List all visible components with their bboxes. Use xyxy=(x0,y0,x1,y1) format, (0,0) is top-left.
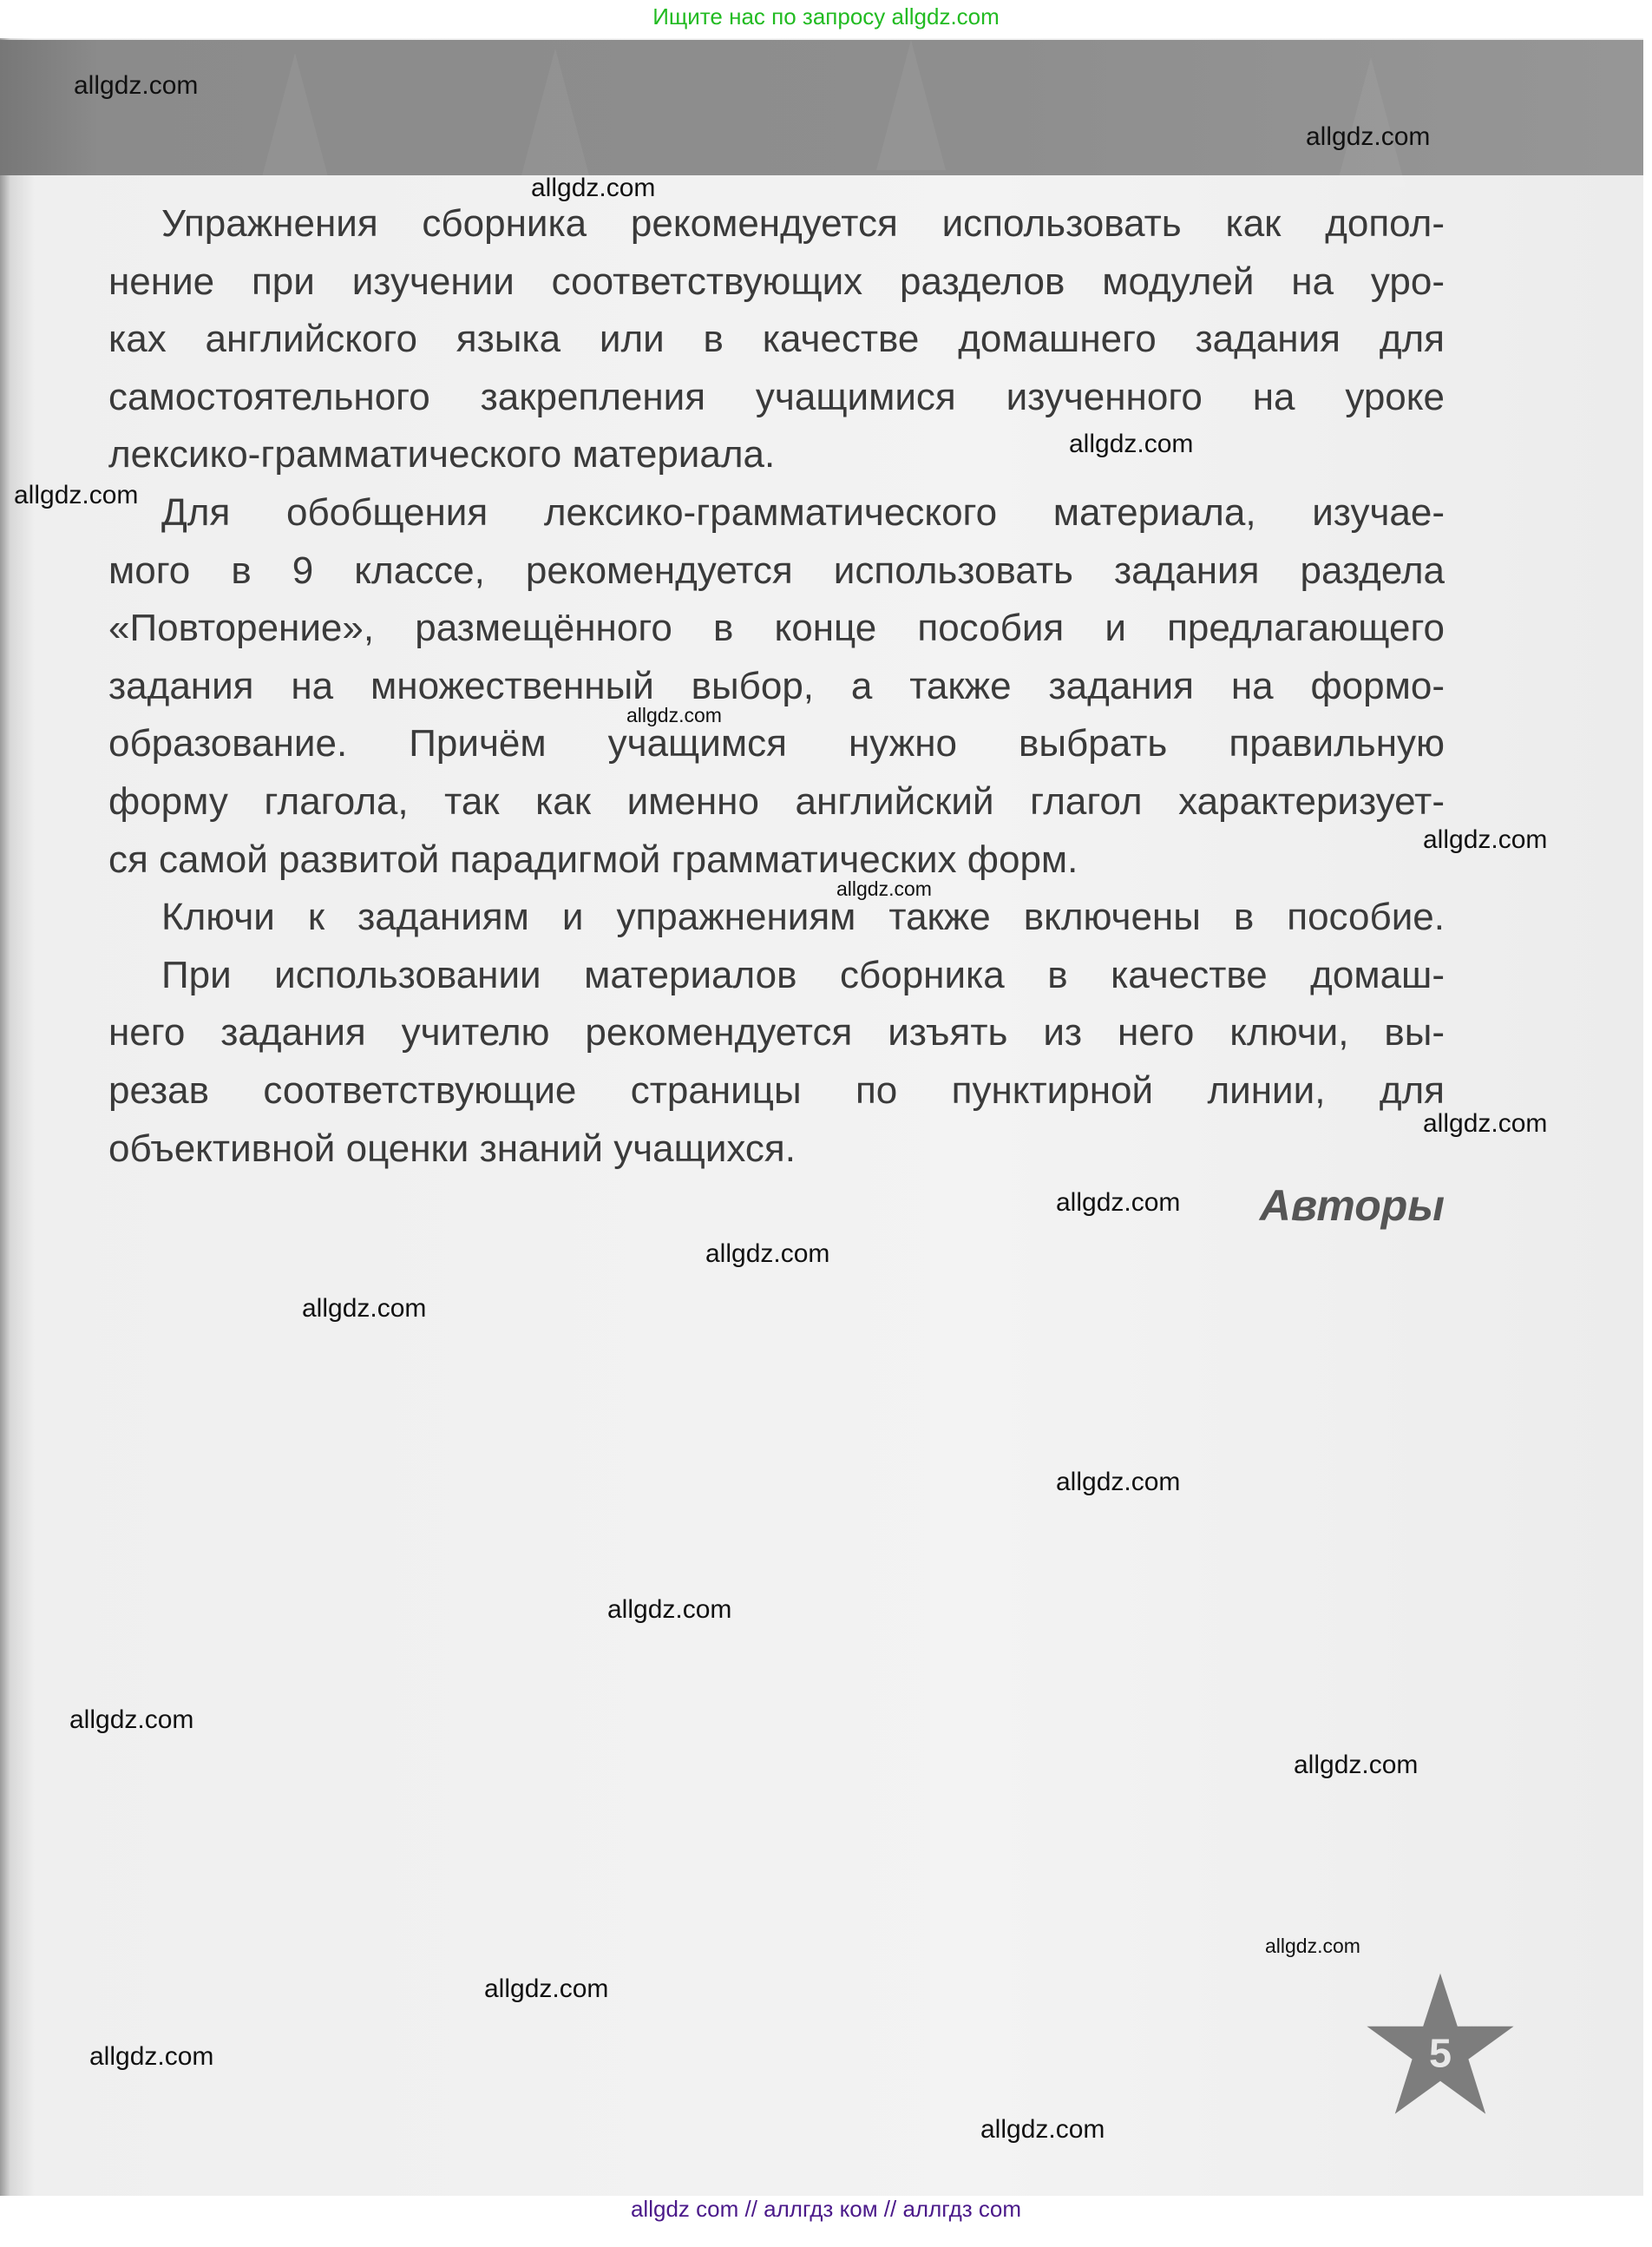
text-line: лексико-грамматического материала. xyxy=(108,433,776,476)
bottom-site-note: allgdz com // аллгдз ком // аллгдз com xyxy=(630,2196,1022,2222)
watermark: allgdz.com xyxy=(302,1294,427,1323)
text-line: нение при изучении соответствующих разделов модулей на уро- xyxy=(108,260,1445,303)
watermark: allgdz.com xyxy=(74,71,199,100)
top-search-note: Ищите нас по запросу allgdz.com xyxy=(652,3,1000,30)
watermark: allgdz.com xyxy=(836,877,932,900)
text-line: мого в 9 классе, рекомендуется использовать задания раздела xyxy=(108,549,1445,592)
watermark: allgdz.com xyxy=(1069,430,1194,458)
watermark: allgdz.com xyxy=(69,1705,194,1734)
watermark: allgdz.com xyxy=(980,2115,1105,2144)
watermark: allgdz.com xyxy=(1056,1188,1181,1217)
preface-text xyxy=(108,195,1445,1178)
page-number-star-icon xyxy=(1362,1970,1518,2126)
text-line: «Повторение», размещённого в конце пособия и предлагающего xyxy=(108,607,1445,650)
watermark: allgdz.com xyxy=(531,174,656,202)
text-line: самостоятельного закрепления учащимися изученного на уроке xyxy=(108,375,1445,418)
text-line: Упражнения сборника рекомендуется использовать как допол- xyxy=(161,202,1445,245)
watermark: allgdz.com xyxy=(626,704,722,726)
watermark: allgdz.com xyxy=(1294,1751,1419,1779)
watermark: allgdz.com xyxy=(1423,1109,1548,1138)
text-line: ся самой развитой парадигмой грамматических форм. xyxy=(108,838,1078,881)
signature-authors: Авторы xyxy=(1259,1181,1445,1230)
text-line: При использовании материалов сборника в качестве домаш- xyxy=(161,953,1445,996)
page-number: 5 xyxy=(1428,2030,1452,2076)
watermark: allgdz.com xyxy=(484,1974,609,2003)
text-line: Ключи к заданиям и упражнениям также включены в пособие. xyxy=(161,896,1445,939)
watermark: allgdz.com xyxy=(1306,122,1431,151)
watermark: allgdz.com xyxy=(89,2042,214,2071)
text-line: него задания учителю рекомендуется изъять из него ключи, вы- xyxy=(108,1011,1445,1055)
watermark: allgdz.com xyxy=(607,1595,732,1624)
text-line: форму глагола, так как именно английский глагол характеризует- xyxy=(108,779,1445,823)
watermark: allgdz.com xyxy=(1056,1468,1181,1496)
text-line: образование. Причём учащимся нужно выбрать правильную xyxy=(108,722,1445,765)
text-line: Для обобщения лексико-грамматического материала, изучае- xyxy=(161,490,1445,534)
text-line: резав соответствующие страницы по пунктирной линии, для xyxy=(108,1068,1445,1112)
watermark: allgdz.com xyxy=(1265,1935,1360,1957)
watermark: allgdz.com xyxy=(1423,825,1548,854)
text-line: объективной оценки знаний учащихся. xyxy=(108,1127,796,1170)
header-band xyxy=(0,40,1643,175)
text-line: задания на множественный выбор, а также задания на формо- xyxy=(108,664,1445,707)
text-line: ках английского языка или в качестве домашнего задания для xyxy=(108,318,1445,361)
watermark: allgdz.com xyxy=(705,1239,830,1268)
watermark: allgdz.com xyxy=(14,481,139,509)
